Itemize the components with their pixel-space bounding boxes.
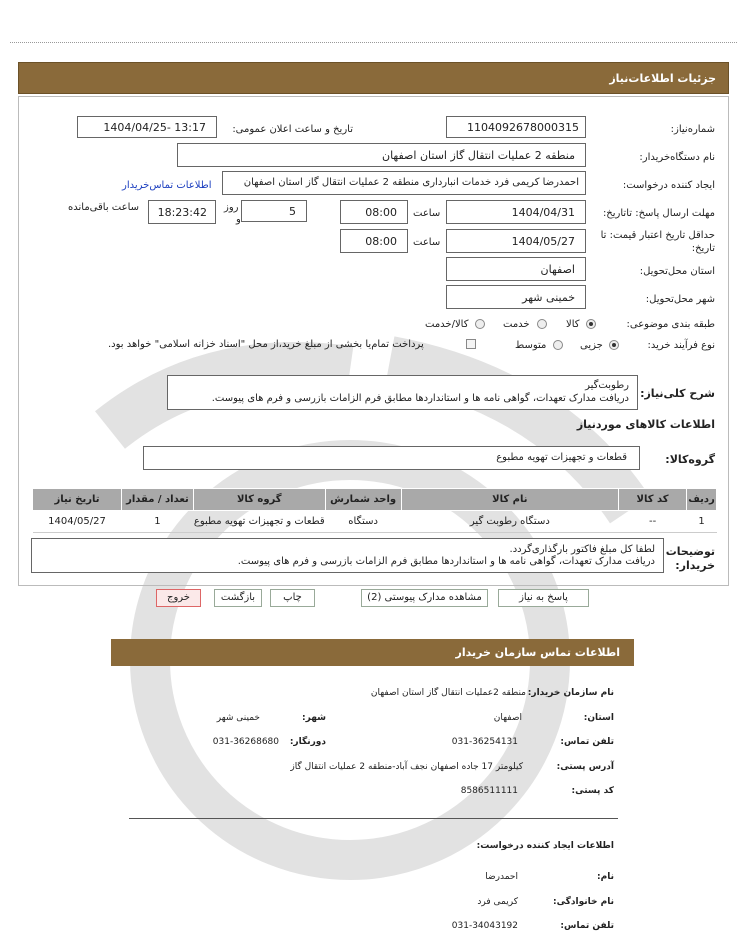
col-unit: واحد شمارش	[325, 489, 401, 511]
cell-date: 1404/05/27	[33, 511, 122, 533]
notes-line-2: دریافت مدارک تعهدات، گواهی نامه ها و استانداردها مطابق فرم الزامات بازرسی و فرم های پیوست.	[237, 556, 655, 567]
contact-org: منطقه 2عملیات انتقال گاز استان اصفهان	[370, 688, 526, 698]
buyer-contact-link[interactable]: اطلاعات تماس‌خریدار	[122, 180, 212, 191]
contact-fax-label: دورنگار:	[289, 737, 326, 747]
details-header	[18, 62, 729, 94]
notes-label-2: خریدار:	[675, 559, 715, 572]
price-validity-label: حداقل تاریخ اعتبار قیمت: تا تاریخ:	[600, 230, 715, 254]
cell-unit: دستگاه	[325, 511, 401, 533]
cell-qty: 1	[121, 511, 193, 533]
col-name: نام کالا	[401, 489, 619, 511]
notes-line-1: لطفا کل مبلغ فاکتور بارگذاری‌گردد.	[509, 544, 655, 555]
back-button[interactable]: بازگشت	[214, 589, 262, 607]
contact-postal-label: کد پستی:	[571, 786, 614, 796]
contact-title: اطلاعات تماس سازمان خریدار	[455, 646, 620, 659]
contact-address-label: آدرس پستی:	[556, 762, 614, 772]
description-box	[167, 375, 638, 410]
cell-row: 1	[687, 511, 717, 533]
creator-family: کریمی فرد	[477, 897, 518, 907]
notes-label-1: توضیحات	[665, 545, 715, 558]
category-radio-both[interactable]	[475, 319, 485, 329]
table-row	[33, 511, 717, 533]
process-label: نوع فرآیند خرید:	[647, 340, 715, 351]
process-minor-label: جزیی	[580, 340, 603, 351]
contact-city-label: شهر:	[302, 713, 326, 723]
deadline-time-field: 08:00	[340, 200, 408, 224]
price-validity-time-label: ساعت	[413, 237, 441, 248]
contact-province: اصفهان	[493, 713, 522, 723]
creator-name-label: نام:	[597, 872, 614, 882]
col-code: کد کالا	[619, 489, 687, 511]
creator-phone-label: تلفن تماس:	[560, 921, 614, 931]
exit-button[interactable]: خروج	[156, 589, 201, 607]
contact-address: کیلومتر 17 جاده اصفهان نجف آباد-منطقه 2 عملیات انتقال گاز	[290, 762, 523, 772]
items-table-header	[33, 489, 717, 511]
creator-info-title: اطلاعات ایجاد کننده درخواست:	[476, 841, 614, 851]
creator-field: احمدرضا کریمی فرد خدمات انبارداری منطقه 2 عملیات انتقال گاز استان اصفهان	[222, 171, 586, 195]
province-label: استان محل‌تحویل:	[639, 266, 715, 277]
need-number-field: 1104092678000315	[446, 116, 586, 138]
creator-label: ایجاد کننده درخواست:	[622, 180, 715, 191]
category-radio-goods[interactable]	[586, 319, 596, 329]
creator-name: احمدرضا	[485, 872, 518, 882]
city-field: خمینی شهر	[446, 285, 586, 309]
process-radio-minor[interactable]	[609, 340, 619, 350]
category-goods-label: کالا	[566, 319, 580, 330]
and-label: و	[236, 214, 241, 225]
remaining-label: ساعت باقی‌مانده	[68, 202, 140, 213]
province-field: اصفهان	[446, 257, 586, 281]
contact-postal: 8586511111	[460, 786, 518, 796]
process-medium-label: متوسط	[515, 340, 547, 351]
buyer-org-label: نام دستگاه‌خریدار:	[639, 152, 715, 163]
print-button[interactable]: چاپ	[270, 589, 315, 607]
creator-phone: 031-34043192	[451, 921, 518, 931]
col-qty: تعداد / مقدار	[121, 489, 193, 511]
contact-header	[111, 639, 634, 666]
col-row: ردیف	[687, 489, 717, 511]
cell-code: --	[619, 511, 687, 533]
description-line-1: رطوبت‌گیر	[585, 380, 629, 391]
buyer-org-field: منطقه 2 عملیات انتقال گاز استان اصفهان	[177, 143, 586, 167]
cell-name: دستگاه رطوبت گیر	[401, 511, 619, 533]
group-field: قطعات و تجهیزات تهویه مطبوع	[143, 446, 640, 470]
announce-label: تاریخ و ساعت اعلان عمومی:	[232, 124, 353, 135]
goods-info-heading: اطلاعات کالاهای موردنیاز	[576, 418, 715, 431]
price-validity-date-field: 1404/05/27	[446, 229, 586, 253]
days-label: روز	[224, 202, 239, 213]
contact-org-label: نام سازمان خریدار:	[527, 688, 614, 698]
description-label: شرح کلی‌نیاز:	[640, 387, 715, 400]
deadline-time-label: ساعت	[413, 208, 441, 219]
creator-family-label: نام خانوادگی:	[552, 897, 614, 907]
cell-group: قطعات و تجهیزات تهویه مطبوع	[193, 511, 325, 533]
price-validity-time-field: 08:00	[340, 229, 408, 253]
category-both-label: کالا/خدمت	[425, 319, 469, 330]
items-table	[32, 488, 717, 533]
top-divider	[10, 42, 737, 43]
city-label: شهر محل‌تحویل:	[645, 294, 715, 305]
contact-divider	[129, 818, 618, 819]
col-date: تاریخ نیاز	[33, 489, 122, 511]
deadline-date-field: 1404/04/31	[446, 200, 586, 224]
days-field: 5	[241, 200, 307, 222]
description-line-2: دریافت مدارک تعهدات، گواهی نامه ها و استانداردها مطابق فرم الزامات بازرسی و فرم های پیوست.	[211, 393, 629, 404]
contact-city: خمینی شهر	[216, 713, 260, 723]
category-radio-service[interactable]	[537, 319, 547, 329]
treasury-payment-checkbox[interactable]	[466, 339, 476, 349]
col-group: گروه کالا	[193, 489, 325, 511]
process-radio-medium[interactable]	[553, 340, 563, 350]
announce-field: 1404/04/25- 13:17	[77, 116, 217, 138]
category-label: طبقه بندی موضوعی:	[626, 319, 715, 330]
details-title: جزئیات اطلاعات‌نیاز	[609, 72, 716, 85]
contact-phone: 031-36254131	[451, 737, 518, 747]
notes-box	[31, 538, 664, 573]
category-service-label: خدمت	[503, 319, 530, 330]
reply-button[interactable]: پاسخ به نیاز	[498, 589, 589, 607]
attachments-button[interactable]: مشاهده مدارک پیوستی (2)	[361, 589, 488, 607]
group-label: گروه‌کالا:	[665, 453, 715, 466]
need-number-label: شماره‌نیاز:	[670, 124, 715, 135]
remaining-time-field: 18:23:42	[148, 200, 216, 224]
contact-phone-label: تلفن تماس:	[560, 737, 614, 747]
contact-province-label: استان:	[583, 713, 614, 723]
treasury-payment-note: پرداخت تمام‌یا بخشی از مبلغ خرید،از محل "اسناد خزانه اسلامی" خواهد بود.	[108, 339, 424, 350]
contact-fax: 031-36268680	[212, 737, 279, 747]
deadline-label: مهلت ارسال پاسخ: تاتاریخ:	[602, 208, 715, 219]
